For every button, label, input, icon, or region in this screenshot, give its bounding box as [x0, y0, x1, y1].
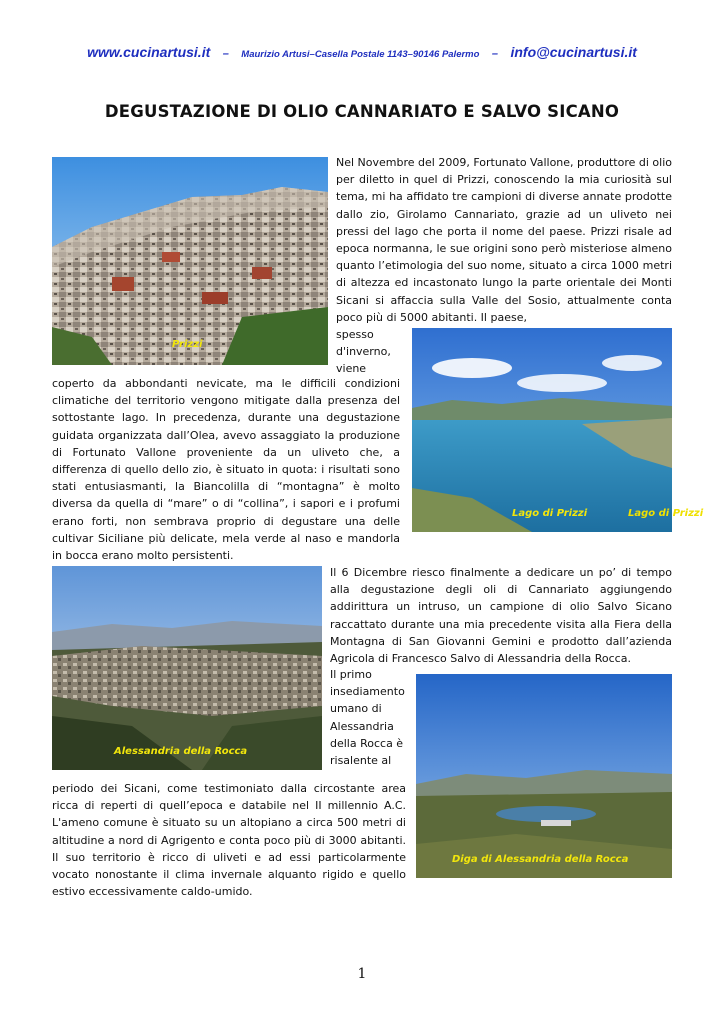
email-link[interactable]: info@cucinartusi.it — [510, 44, 637, 60]
photo-diga-alessandria — [416, 674, 672, 878]
page-title: DEGUSTAZIONE DI OLIO CANNARIATO E SALVO SICANO — [104, 102, 620, 121]
photo-caption: Prizzi — [172, 339, 203, 350]
photo-alessandria — [52, 566, 322, 770]
page-header — [0, 44, 724, 62]
photo-lago-prizzi — [412, 328, 672, 532]
paragraph-intro-prizzi: Nel Novembre del 2009, Fortunato Vallone, produttore di olio per diletto in quel di Prizzi, conoscendo la mia curiosità sul tema, mi ha affidato tre campioni di diverse annate prodotte dallo zio, Girolamo Cannariato, grazie ad un uliveto nei pressi del lago che porta il nome del paese. Prizzi risale ad epoca normanna, le sue origini sono però misteriose almeno quanto l’etimologia del suo nome, situato a circa 1000 metri di altezza ed incastonato lungo la parte orientale dei Monti Sicani si affaccia sulla Valle del Sosio, attualmente conta poco più di 5000 abitanti. Il paese, — [336, 156, 672, 324]
photo-prizzi — [52, 157, 328, 365]
header-separator: – — [222, 48, 229, 60]
photo-caption: Lago di Prizzi — [512, 508, 588, 519]
page-number: 1 — [357, 966, 367, 982]
paragraph-narrow-prizzi: spesso d'inverno, viene — [336, 328, 391, 376]
photo-caption-duplicate: Lago di Prizzi — [628, 508, 704, 519]
site-link[interactable]: www.cucinartusi.it — [87, 44, 211, 60]
paragraph-body-prizzi: coperto da abbondanti nevicate, ma le difficili condizioni climatiche del territorio vengono mitigate dalla presenza del sottostante lago. In precedenza, durante una degustazione guidata organizzata dall’Olea, avevo assaggiato la produzione di Fortunato Vallone proveniente da un uliveto che, a differenza di quello dello zio, è situato in quota: i risultati sono stati entusiasmanti, la Biancolilla di “montagna” è molto diversa da quella di “mare” o di “collina”, i sapori e i profumi erano forti, non sembrava proprio di degustare una delle cultivar Siciliane più delicate, mela verde al naso e mandorla in bocca erano molto persistenti. — [52, 377, 400, 563]
photo-caption: Diga di Alessandria della Rocca — [452, 854, 629, 865]
header-address: Maurizio Artusi–Casella Postale 1143–90146 Palermo — [241, 49, 480, 60]
paragraph-narrow-alessandria: Il primo insediamento umano di Alessandria della Rocca è risalente al — [330, 668, 405, 768]
paragraph-intro-alessandria: Il 6 Dicembre riesco finalmente a dedicare un po’ di tempo alla degustazione degli oli di Cannariato aggiungendo addirittura un intruso, un campione di olio Salvo Sicano raccattato durante una mia precedente visita alla Fiera della Montagna di San Giovanni Gemini e prodotto dall’azienda Agricola di Francesco Salvo di Alessandria della Rocca. — [330, 566, 672, 666]
photo-caption: Alessandria della Rocca — [114, 746, 248, 757]
header-separator: – — [491, 48, 499, 60]
paragraph-body-alessandria: periodo dei Sicani, come testimoniato dalla circostante area ricca di reperti di quell’epoca e databile nel II millennio A.C. L'ameno comune è situato su un altopiano a circa 500 metri di altitudine a nord di Agrigento e conta poco più di 3000 abitanti. Il suo territorio è ricco di uliveti e ad essi particolarmente vocato nonostante il clima invernale alquanto rigido e quello estivo eccessivamente caldo-umido. — [52, 782, 406, 899]
